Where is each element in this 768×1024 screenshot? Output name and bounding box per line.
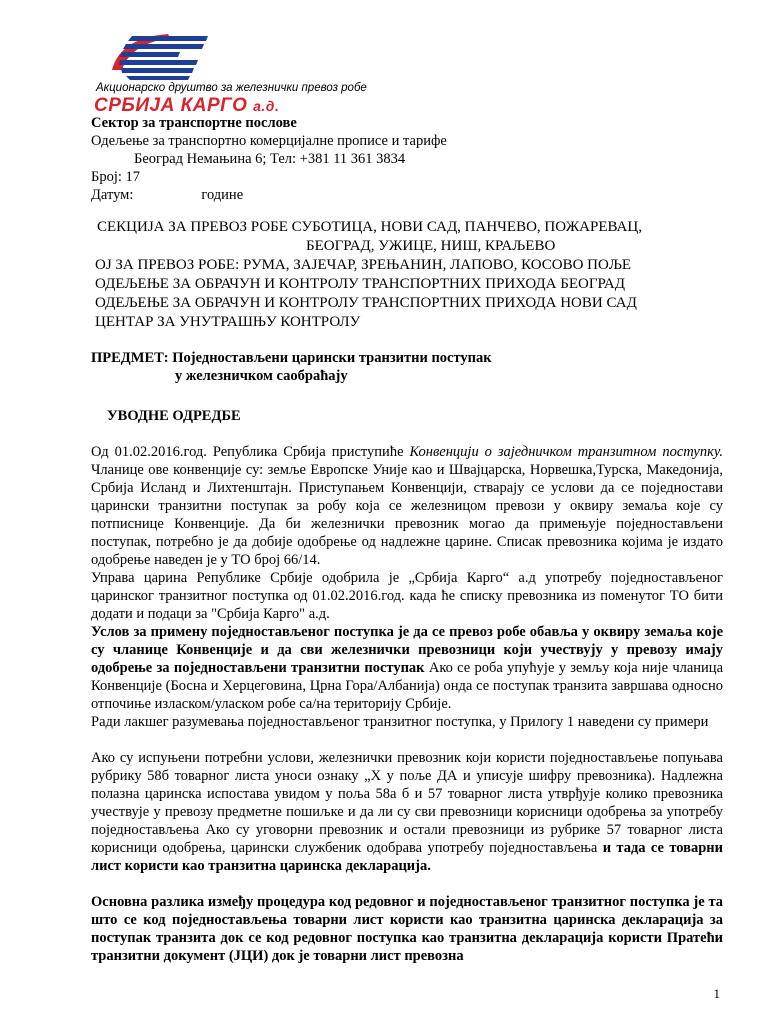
date-suffix: године [201,187,244,203]
paragraph-2: Управа царина Републике Србије одобрила је „Србија Карго“ а.д употребу поједностављеног царинског транзитног поступка од 01.02.2016.год. када ће списку превозника из поменутог ТО бити додати и подаци за "Србија Карго" а.д. [91,570,723,622]
paragraph-5 [91,749,723,875]
recipients-block [91,218,723,332]
logo-blue-stripes [119,36,208,80]
recipient-line-2: БЕОГРАД, УЖИЦЕ, НИШ, КРАЉЕВО [306,238,556,254]
paragraph-3-bold: Услов за примену поједностављеног поступка је да се превоз робе обавља у оквиру земаља које су чланице Конвенције и да сви железнички превозници који учествују у превозу имају одобрење за поједностављени транзитни поступак [91,624,723,676]
subject-text-1: Поједностављени царински транзитни поступак [172,350,492,366]
paragraph-3-rest: Ако се роба упућује у земљу која није чланица Конвенције (Босна и Херцеговина, Црна Гора/Албанија) онда се поступак транзита завршава односно отпочиње изласком/уласком робе са/на територију Србије. [91,660,724,712]
section-heading: УВОДНЕ ОДРЕДБЕ [107,408,241,424]
recipient-line-3: ОЈ ЗА ПРЕВОЗ РОБЕ: РУМА, ЗАЈЕЧАР, ЗРЕЊАНИН, ЛАПОВО, КОСОВО ПОЉЕ [95,257,632,273]
recipient-line-1: СЕКЦИЈА ЗА ПРЕВОЗ РОБЕ СУБОТИЦА, НОВИ САД, ПАНЧЕВО, ПОЖАРЕВАЦ, [97,219,642,235]
recipient-line-6: ЦЕНТАР ЗА УНУТРАШЊУ КОНТРОЛУ [95,314,361,330]
company-logo-icon [110,30,210,82]
logo-name-text: СРБИЈА КАРГО [94,95,248,116]
address-line: Београд Немањина 6; Тел: +381 11 361 3834 [134,151,406,167]
page-number: 1 [713,986,720,1001]
paragraph-3 [91,623,723,713]
paragraph-4: Ради лакшег разумевања поједностављеног транзитног поступка, у Прилогу 1 наведени су примери [91,714,709,730]
document-body [91,114,723,965]
recipient-line-5: ОДЕЉЕЊЕ ЗА ОБРАЧУН И КОНТРОЛУ ТРАНСПОРТНИХ ПРИХОДА НОВИ САД [95,295,637,311]
subject-line-2: у железничком саобраћају [175,368,348,384]
paragraph-1-italic: Конвенцији о заједничком транзитном поступку. [409,444,723,460]
date-label: Датум: [91,187,134,203]
body-paragraphs [91,443,723,965]
subject-line-1 [91,349,723,367]
paragraph-5-text: Ако су испуњени потребни услови, железнички превозник који користи поједностављење попуњава рубрику 58б товарног листа уноси ознаку „Х у поље ДА и уписује шифру превозника). Надлежна полазна царинска испостава увидом у поља 58а б и 57 товарног листа утврђује колико превозника учествује у превозу предметне пошиљке и да ли су сви превозници корисници одобрења за употребу поједностављења Ако су уговорни превозник и остали превозници из рубрике 57 товарног листа корисници одобрења, царински службеник одобрава употребу поједностављења [91,750,723,856]
subject-block [91,349,723,385]
paragraph-5-bold: и тада се товарни лист користи као транзитна царинска декларација. [91,840,723,874]
number-line: Број: 17 [91,169,141,185]
paragraph-1-end: Чланице ове конвенције су: земље Европске Уније као и Швајцарска, Норвешка,Турска, Македонија, Србија Исланд и Лихтенштајн. Приступањем Конвенцији, стварају се услови да се поједностави царински транзитни поступак за робу која се железницом превози у оквиру земаља које су потписнице Конвенције. Да би железнички превозник могао да примењује поједностављени поступак, потребно је да добије одобрење од надлежне царине. Списак превозника којима је издато одобрење наведен је у ТО број 66/14. [91,462,723,568]
sector-line: Сектор за транспортне послове [91,115,297,131]
paragraph-1 [91,443,723,569]
recipient-line-4: ОДЕЉЕЊЕ ЗА ОБРАЧУН И КОНТРОЛУ ТРАНСПОРТНИХ ПРИХОДА БЕОГРАД [95,276,625,292]
date-line [91,186,723,204]
subject-label: ПРЕДМЕТ: [91,350,169,366]
paragraph-1-start: Од 01.02.2016.год. Република Србија приступиће [91,444,410,460]
paragraph-6: Основна разлика између процедура код редовног и поједностављеног транзитног поступка је та што се код поједностављења товарни лист користи као транзитна царинска декларација за поступак транзита док се код редовног поступка као транзитна декларација користи Пратећи транзитни документ (ЈЦИ) док је товарни лист превозна [91,894,723,964]
department-line: Одељење за транспортно комерцијалне прописе и тарифе [91,133,447,149]
logo-name-suffix: а.д. [253,98,280,114]
logo-subtitle: Акционарско друштво за железнички превоз робе [96,82,367,94]
